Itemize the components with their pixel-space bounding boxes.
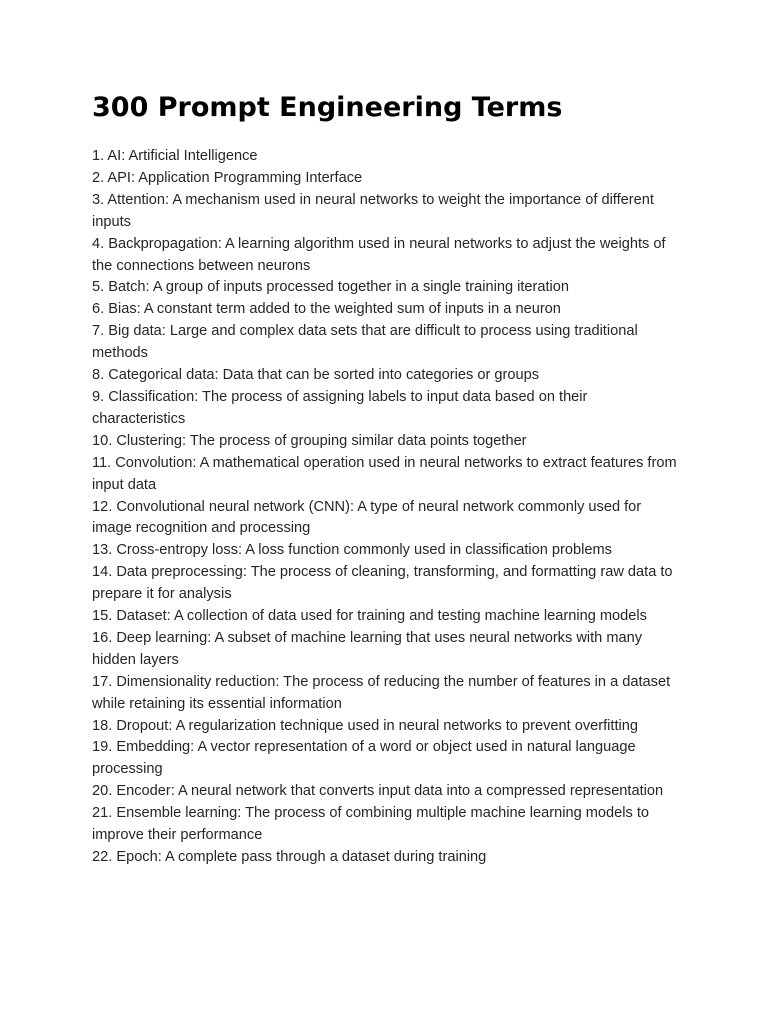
term-list	[92, 146, 678, 869]
term-item: 18. Dropout: A regularization technique used in neural networks to prevent overfitting	[92, 717, 638, 734]
term-item: 5. Batch: A group of inputs processed together in a single training iteration	[92, 279, 570, 296]
term-item: 22. Epoch: A complete pass through a dataset during training	[92, 849, 487, 865]
term-item: 14. Data preprocessing: The process of cleaning, transforming, and formatting raw data to prepare it for analysis	[92, 564, 673, 603]
term-item: 6. Bias: A constant term added to the weighted sum of inputs in a neuron	[92, 301, 561, 318]
term-item: 20. Encoder: A neural network that converts input data into a compressed representation	[92, 783, 664, 800]
term-item: 3. Attention: A mechanism used in neural networks to weight the importance of different inputs	[92, 191, 654, 230]
term-item: 7. Big data: Large and complex data sets that are difficult to process using traditional methods	[92, 323, 638, 362]
term-item: 16. Deep learning: A subset of machine learning that uses neural networks with many hidden layers	[92, 629, 643, 668]
term-item: 19. Embedding: A vector representation of a word or object used in natural language processing	[92, 739, 636, 778]
term-item: 13. Cross-entropy loss: A loss function commonly used in classification problems	[92, 542, 612, 559]
term-item: 2. API: Application Programming Interface	[92, 169, 363, 186]
term-item: 9. Classification: The process of assigning labels to input data based on their characteristics	[92, 388, 588, 427]
term-item: 21. Ensemble learning: The process of combining multiple machine learning models to improve their performance	[92, 805, 650, 844]
term-item: 17. Dimensionality reduction: The process of reducing the number of features in a dataset while retaining its essential information	[92, 673, 671, 712]
term-item: 4. Backpropagation: A learning algorithm used in neural networks to adjust the weights of the connections between neurons	[92, 235, 666, 274]
term-item: 12. Convolutional neural network (CNN): A type of neural network commonly used for image recognition and processing	[92, 498, 642, 537]
term-item: 11. Convolution: A mathematical operation used in neural networks to extract features from input data	[92, 454, 677, 493]
term-item: 1. AI: Artificial Intelligence	[92, 148, 258, 164]
term-item: 10. Clustering: The process of grouping similar data points together	[92, 432, 527, 449]
page-title: 300 Prompt Engineering Terms	[92, 92, 563, 123]
term-item: 15. Dataset: A collection of data used for training and testing machine learning models	[92, 608, 647, 625]
term-item: 8. Categorical data: Data that can be sorted into categories or groups	[92, 367, 539, 384]
